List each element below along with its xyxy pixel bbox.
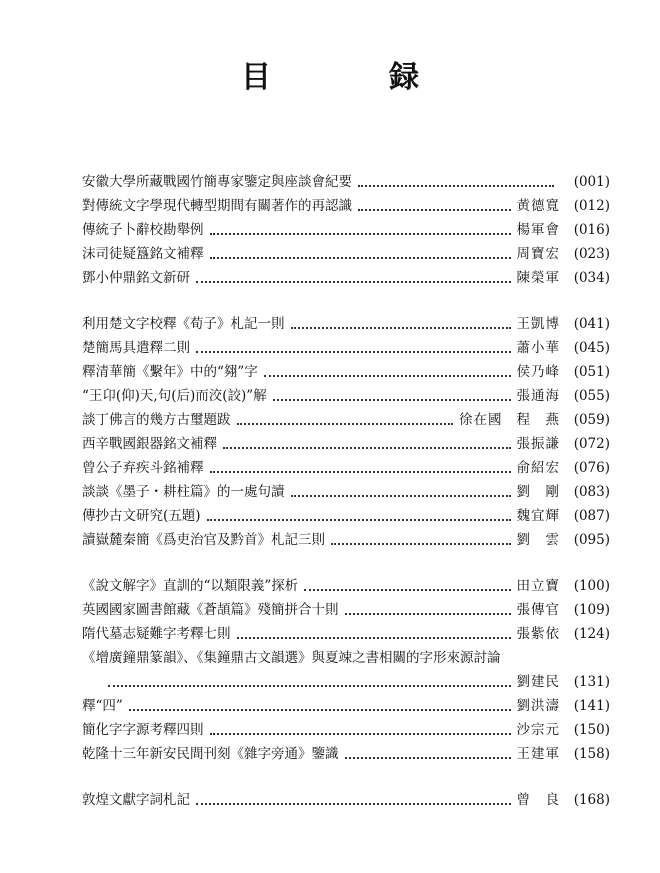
toc-entry-page: (168) (573, 792, 610, 808)
toc-entry-author: 張傳官 (516, 602, 560, 618)
toc-entry (82, 718, 610, 742)
toc-entry-page: (001) (573, 174, 610, 190)
toc-entry-title: “王卬(仰)天,句(后)而洨(詨)”解 (82, 388, 267, 404)
toc-entry (82, 694, 610, 718)
toc-entry (82, 170, 610, 194)
toc-entry-page: (109) (573, 602, 610, 618)
toc-entry-title: 對傳統文字學現代轉型期間有關著作的再認識 (82, 198, 352, 214)
toc-entry-author: 蕭小華 (516, 340, 560, 356)
dot-leader (223, 447, 511, 449)
toc-entry-title: 曾公子弃疾斗銘補釋 (82, 460, 204, 476)
dot-leader (108, 685, 511, 687)
toc-section (82, 170, 610, 290)
toc-entry-page: (158) (573, 746, 610, 762)
dot-leader (331, 543, 511, 545)
dot-leader (304, 589, 510, 591)
toc-entry (82, 788, 610, 812)
toc-entry-page: (051) (573, 364, 610, 380)
toc-entry-page: (131) (573, 674, 610, 690)
dot-leader (207, 519, 511, 521)
toc-entry (82, 528, 610, 552)
toc-section (82, 574, 610, 766)
toc-entry-author: 俞紹宏 (516, 460, 560, 476)
toc-entry-page: (023) (573, 246, 610, 262)
toc-entry-page: (072) (573, 436, 610, 452)
toc-entry-title: 楚簡馬具遣釋二則 (82, 340, 190, 356)
toc-entry-page: (041) (573, 316, 610, 332)
toc-entry-title: 利用楚文字校釋《荀子》札記一則 (82, 316, 285, 332)
toc-entry (82, 622, 610, 646)
toc-entry (82, 432, 610, 456)
dot-leader (210, 471, 511, 473)
toc-entry-author: 張通海 (516, 388, 560, 404)
dot-leader (358, 185, 554, 187)
toc-entry-author: 周寶宏 (516, 246, 560, 262)
toc-entry-page: (150) (573, 722, 610, 738)
toc-entry (82, 384, 610, 408)
dot-leader (291, 327, 511, 329)
dot-leader (210, 257, 511, 259)
toc-entry-page: (083) (573, 484, 610, 500)
toc-entry (82, 742, 610, 766)
page-title: 目 録 (241, 60, 463, 95)
toc-section (82, 788, 610, 812)
toc-entry-page: (055) (573, 388, 610, 404)
toc-entry (82, 336, 610, 360)
toc-entry (82, 242, 610, 266)
toc-entry-page: (034) (573, 270, 610, 286)
toc-entry-page: (076) (573, 460, 610, 476)
toc-entry-author: 徐在國 (459, 412, 503, 428)
toc-entry (82, 312, 610, 336)
table-of-contents (82, 170, 610, 834)
toc-entry (82, 504, 610, 528)
toc-entry-title: 安徽大學所藏戰國竹簡專家鑒定與座談會紀要 (82, 174, 352, 190)
toc-entry-author: 王凱博 (516, 316, 560, 332)
toc-entry (82, 670, 610, 694)
dot-leader (129, 709, 511, 711)
toc-entry-author: 黄德寬 (516, 198, 560, 214)
toc-entry-title: 讀嶽麓秦簡《爲吏治官及黔首》札記三則 (82, 532, 325, 548)
toc-entry-page: (059) (573, 412, 610, 428)
dot-leader (196, 803, 511, 805)
toc-entry-title: 英國國家圖書館藏《蒼頡篇》殘簡拼合十則 (82, 602, 339, 618)
toc-entry-author: 程 燕 (516, 412, 560, 428)
toc-entry-title: 談丁佛言的幾方古璽題跋 (82, 412, 231, 428)
toc-entry (82, 218, 610, 242)
toc-entry-page: (012) (573, 198, 610, 214)
dot-leader (196, 281, 511, 283)
dot-leader (210, 233, 511, 235)
toc-entry-page: (095) (573, 532, 610, 548)
toc-entry-author: 沙宗元 (516, 722, 560, 738)
dot-leader (196, 351, 511, 353)
toc-entry-title: 傳統子卜辭校勘舉例 (82, 222, 204, 238)
toc-entry-title: 《增廣鐘鼎篆韻》、《集鐘鼎古文韻選》與夏竦之書相關的字形來源討論 (82, 650, 501, 666)
toc-entry-author: 劉洪濤 (516, 698, 560, 714)
toc-entry (82, 598, 610, 622)
toc-entry (82, 266, 610, 290)
toc-entry-author: 陳榮軍 (516, 270, 560, 286)
toc-entry-title: 鄧小仲鼎銘文新研 (82, 270, 190, 286)
toc-entry-author: 田立寶 (516, 578, 560, 594)
toc-entry-title: 《說文解字》直訓的“以類限義”探析 (82, 578, 299, 594)
dot-leader (345, 757, 511, 759)
toc-entry-author: 劉 雲 (516, 532, 560, 548)
dot-leader (358, 209, 511, 211)
toc-entry-author: 劉 剛 (516, 484, 560, 500)
dot-leader (237, 423, 454, 425)
toc-entry-author: 劉建民 (516, 674, 560, 690)
toc-entry-author: 魏宜輝 (516, 508, 560, 524)
toc-entry-page: (045) (573, 340, 610, 356)
toc-entry-title: 隋代墓志疑難字考釋七則 (82, 626, 231, 642)
toc-entry (82, 360, 610, 384)
dot-leader (291, 495, 511, 497)
toc-entry-title: 釋“四” (82, 698, 123, 714)
toc-entry-title: 敦煌文獻字詞札記 (82, 792, 190, 808)
toc-entry-page: (124) (573, 626, 610, 642)
toc-entry-page: (100) (573, 578, 610, 594)
toc-entry (82, 194, 610, 218)
toc-entry-title: 釋清華簡《繫年》中的“翗”字 (82, 364, 258, 380)
toc-section (82, 312, 610, 552)
toc-entry-title: 談談《墨子・耕柱篇》的一處句讀 (82, 484, 285, 500)
toc-entry (82, 480, 610, 504)
toc-entry-title: 簡化字字源考釋四則 (82, 722, 204, 738)
dot-leader (345, 613, 511, 615)
dot-leader (273, 399, 511, 401)
toc-entry-title: 傳抄古文研究(五題) (82, 508, 201, 524)
toc-entry-author: 楊軍會 (516, 222, 560, 238)
toc-entry-title: 沫司徒疑簋銘文補釋 (82, 246, 204, 262)
toc-entry (82, 408, 610, 432)
toc-entry (82, 456, 610, 480)
toc-entry-author: 王建軍 (516, 746, 560, 762)
toc-entry-title: 乾隆十三年新安民間刊刻《雜字旁通》鑒識 (82, 746, 339, 762)
toc-entry (82, 574, 610, 598)
toc-entry-author: 侯乃峰 (516, 364, 560, 380)
toc-entry-author: 曾 良 (516, 792, 560, 808)
dot-leader (237, 637, 511, 639)
toc-entry-author: 張振謙 (516, 436, 560, 452)
toc-entry-page: (141) (573, 698, 610, 714)
toc-entry-title: 西辛戰國銀器銘文補釋 (82, 436, 217, 452)
toc-entry-page: (087) (573, 508, 610, 524)
toc-entry-page: (016) (573, 222, 610, 238)
dot-leader (264, 375, 511, 377)
toc-entry-author: 張紫依 (516, 626, 560, 642)
dot-leader (210, 733, 511, 735)
